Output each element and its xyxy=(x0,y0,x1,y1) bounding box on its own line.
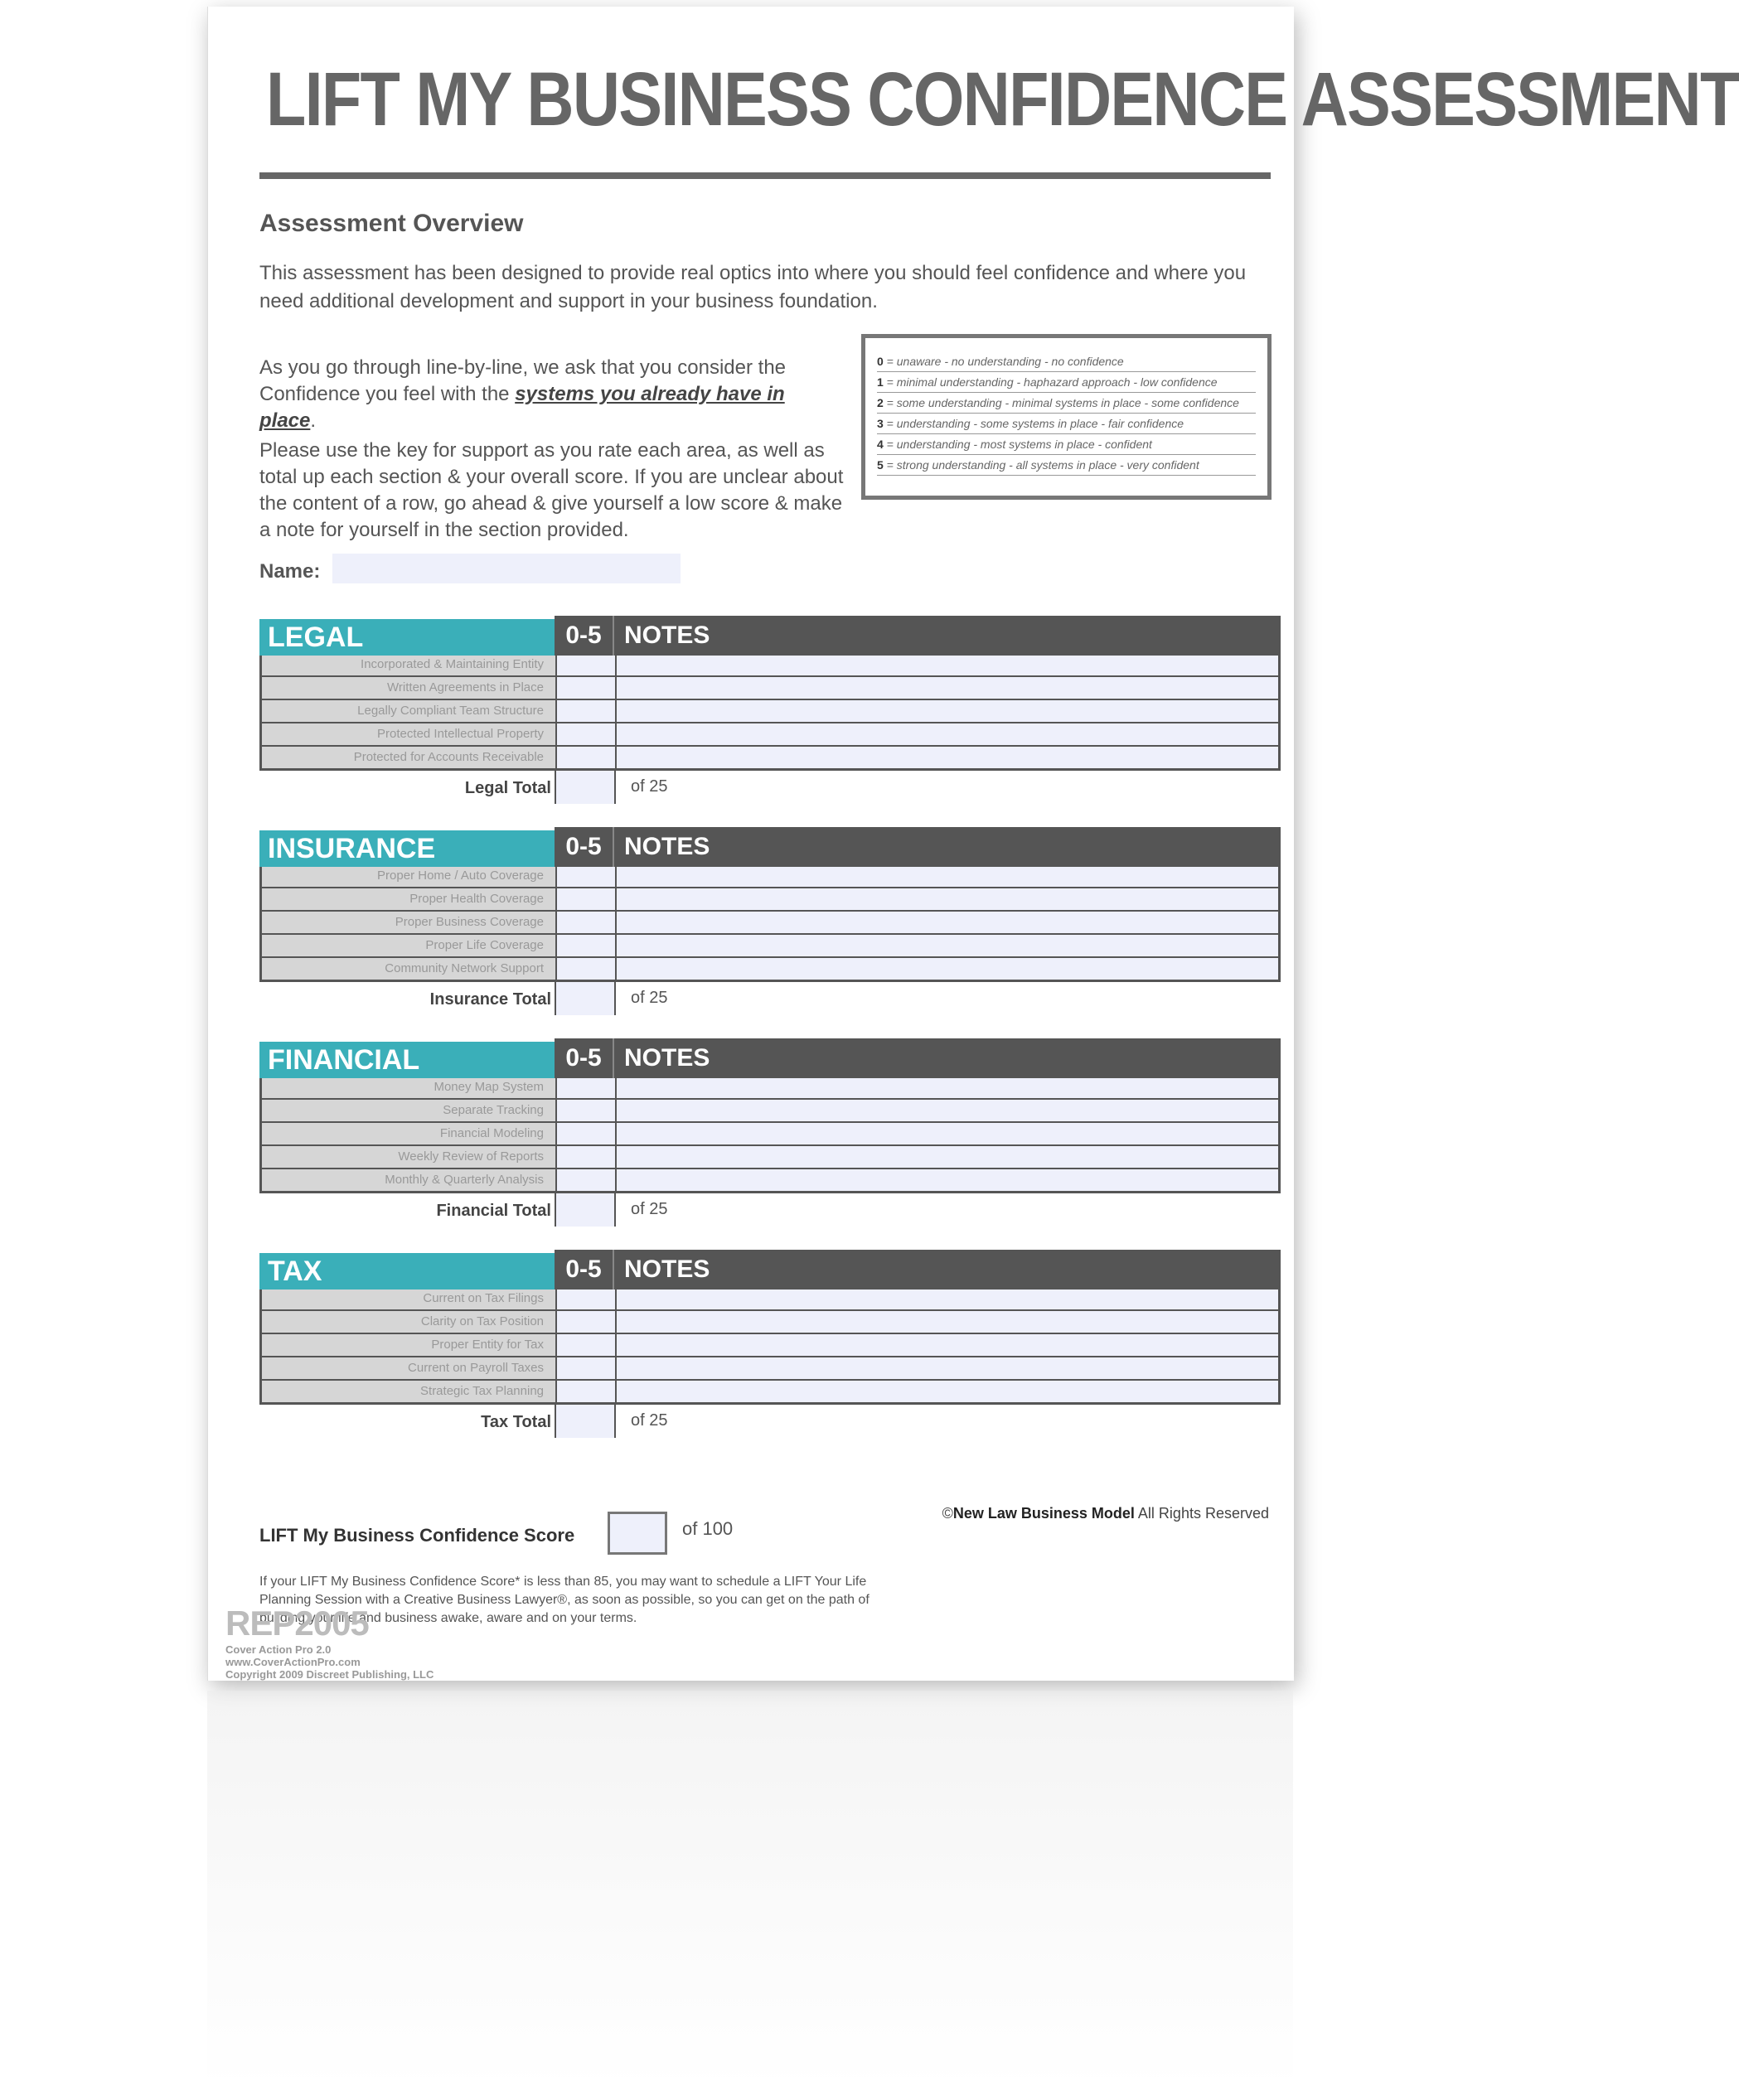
score-input[interactable] xyxy=(557,677,617,699)
table-row xyxy=(262,1379,1278,1402)
row-label: Monthly & Quarterly Analysis xyxy=(262,1169,557,1191)
row-label: Proper Life Coverage xyxy=(262,935,557,956)
total-input[interactable] xyxy=(555,1405,616,1438)
notes-input[interactable] xyxy=(617,1100,1278,1121)
section-total xyxy=(259,982,1281,1019)
section-financial xyxy=(259,1038,1281,1230)
key-text: = unaware - no understanding - no confidence xyxy=(883,355,1124,368)
total-max: of 25 xyxy=(631,989,668,1007)
notes-input[interactable] xyxy=(617,700,1278,722)
total-max: of 25 xyxy=(631,777,668,796)
row-label: Current on Payroll Taxes xyxy=(262,1357,557,1379)
total-label: Insurance Total xyxy=(429,990,551,1009)
notes-column-header: NOTES xyxy=(624,1256,710,1283)
score-input[interactable] xyxy=(557,1146,617,1168)
notes-input[interactable] xyxy=(617,747,1278,768)
intro-text: This assessment has been designed to provide real optics into where you should feel confidence and where you need additional development and support in your business foundation. xyxy=(259,262,1247,312)
key-row xyxy=(877,393,1256,414)
table-row xyxy=(262,864,1278,887)
row-label: Weekly Review of Reports xyxy=(262,1146,557,1168)
table-row xyxy=(262,1144,1278,1168)
row-label: Written Agreements in Place xyxy=(262,677,557,699)
watermark-logo: REP2005 xyxy=(225,1604,369,1643)
watermark-line: Cover Action Pro 2.0 xyxy=(225,1643,332,1656)
row-label: Separate Tracking xyxy=(262,1100,557,1121)
table-row xyxy=(262,1121,1278,1144)
notes-input[interactable] xyxy=(617,865,1278,887)
score-input[interactable] xyxy=(557,865,617,887)
copyright xyxy=(942,1505,1269,1522)
table-row xyxy=(262,1075,1278,1098)
key-row xyxy=(877,434,1256,455)
table-row xyxy=(262,956,1278,980)
section-rows xyxy=(259,652,1281,771)
score-input[interactable] xyxy=(557,912,617,933)
key-num: 4 xyxy=(877,438,884,451)
key-text: = understanding - some systems in place - fair confidence xyxy=(883,417,1184,430)
key-num: 1 xyxy=(877,375,884,389)
score-input[interactable] xyxy=(557,747,617,768)
section-header xyxy=(259,1038,1281,1075)
instructions-text xyxy=(259,355,840,434)
score-column-header: 0-5 xyxy=(555,1250,614,1290)
copyright-brand: New Law Business Model xyxy=(952,1505,1135,1522)
row-label: Proper Business Coverage xyxy=(262,912,557,933)
section-tax xyxy=(259,1250,1281,1441)
table-row xyxy=(262,1309,1278,1333)
total-label: Tax Total xyxy=(481,1413,551,1431)
table-row xyxy=(262,722,1278,745)
section-rows xyxy=(259,1075,1281,1193)
notes-input[interactable] xyxy=(617,935,1278,956)
key-row xyxy=(877,351,1256,372)
table-row xyxy=(262,745,1278,768)
notes-input[interactable] xyxy=(617,1123,1278,1144)
section-legal xyxy=(259,616,1281,807)
table-row xyxy=(262,933,1278,956)
total-input[interactable] xyxy=(555,1193,616,1227)
section-title: FINANCIAL xyxy=(259,1042,555,1078)
notes-input[interactable] xyxy=(617,1334,1278,1356)
watermark xyxy=(225,1604,434,1681)
row-label: Protected Intellectual Property xyxy=(262,723,557,745)
page-reflection xyxy=(207,1691,1293,2088)
notes-input[interactable] xyxy=(617,677,1278,699)
section-insurance xyxy=(259,827,1281,1019)
section-rows xyxy=(259,864,1281,982)
row-label: Community Network Support xyxy=(262,958,557,980)
instructions-end: . xyxy=(310,409,317,432)
notes-input[interactable] xyxy=(617,723,1278,745)
score-column-header: 0-5 xyxy=(555,616,614,656)
section-total xyxy=(259,1405,1281,1441)
table-row xyxy=(262,910,1278,933)
section-title: TAX xyxy=(259,1253,555,1290)
overall-score-label: LIFT My Business Confidence Score xyxy=(259,1525,575,1546)
row-label: Protected for Accounts Receivable xyxy=(262,747,557,768)
section-rows xyxy=(259,1286,1281,1405)
notes-column-header: NOTES xyxy=(624,622,710,649)
score-input[interactable] xyxy=(557,1169,617,1191)
total-input[interactable] xyxy=(555,771,616,804)
row-label: Financial Modeling xyxy=(262,1123,557,1144)
row-label: Strategic Tax Planning xyxy=(262,1381,557,1402)
row-label: Proper Health Coverage xyxy=(262,888,557,910)
section-header xyxy=(259,616,1281,652)
overview-heading: Assessment Overview xyxy=(259,210,524,237)
table-row xyxy=(262,675,1278,699)
table-row xyxy=(262,887,1278,910)
total-input[interactable] xyxy=(555,982,616,1015)
score-input[interactable] xyxy=(557,723,617,745)
key-text: = understanding - most systems in place - confident xyxy=(883,438,1152,451)
key-row xyxy=(877,455,1256,476)
row-label: Money Map System xyxy=(262,1077,557,1098)
score-column-header: 0-5 xyxy=(555,827,614,867)
row-label: Incorporated & Maintaining Entity xyxy=(262,654,557,675)
overall-score-input[interactable] xyxy=(608,1512,667,1555)
score-input[interactable] xyxy=(557,1123,617,1144)
score-input[interactable] xyxy=(557,958,617,980)
total-max: of 25 xyxy=(631,1411,668,1430)
total-max: of 25 xyxy=(631,1200,668,1218)
rating-key xyxy=(861,334,1272,500)
notes-input[interactable] xyxy=(617,912,1278,933)
score-column-header: 0-5 xyxy=(555,1038,614,1078)
table-row xyxy=(262,1286,1278,1309)
notes-column-header: NOTES xyxy=(624,833,710,860)
key-text: = minimal understanding - haphazard approach - low confidence xyxy=(883,375,1218,389)
page-title: LIFT MY BUSINESS CONFIDENCE ASSESSMENT xyxy=(266,57,1739,142)
row-label: Legally Compliant Team Structure xyxy=(262,700,557,722)
key-num: 3 xyxy=(877,417,884,430)
key-num: 0 xyxy=(877,355,884,368)
copyright-rest: All Rights Reserved xyxy=(1134,1505,1269,1522)
copyright-icon: © xyxy=(942,1505,953,1522)
watermark-line: www.CoverActionPro.com xyxy=(225,1656,361,1668)
section-total xyxy=(259,771,1281,807)
key-text: = strong understanding - all systems in place - very confident xyxy=(883,458,1199,472)
section-header-bar xyxy=(555,616,1281,656)
score-input[interactable] xyxy=(557,1311,617,1333)
score-input[interactable] xyxy=(557,1334,617,1356)
score-input[interactable] xyxy=(557,1077,617,1098)
notes-input[interactable] xyxy=(617,1381,1278,1402)
key-num: 5 xyxy=(877,458,884,472)
row-label: Current on Tax Filings xyxy=(262,1288,557,1309)
notes-input[interactable] xyxy=(617,1146,1278,1168)
key-instructions-text: Please use the key for support as you rate each area, as well as total up each section & your overall score. If you are unclear about the content of a row, go ahead & give yourself a low score & make a note for yourself in the section provided. xyxy=(259,439,844,541)
section-header-bar xyxy=(555,827,1281,867)
notes-input[interactable] xyxy=(617,1311,1278,1333)
notes-input[interactable] xyxy=(617,958,1278,980)
instructions-lead: As you go through line-by-line, we ask that you consider the Confidence you feel with the xyxy=(259,356,787,405)
table-row xyxy=(262,1333,1278,1356)
notes-input[interactable] xyxy=(617,654,1278,675)
name-label: Name: xyxy=(259,560,321,583)
row-label: Clarity on Tax Position xyxy=(262,1311,557,1333)
notes-column-header: NOTES xyxy=(624,1044,710,1072)
overall-score-max: of 100 xyxy=(682,1518,734,1539)
total-label: Legal Total xyxy=(464,779,551,797)
key-num: 2 xyxy=(877,396,884,409)
notes-input[interactable] xyxy=(617,1288,1278,1309)
table-row xyxy=(262,1168,1278,1191)
section-title: INSURANCE xyxy=(259,830,555,867)
score-input[interactable] xyxy=(557,1288,617,1309)
section-header-bar xyxy=(555,1250,1281,1290)
watermark-line: Copyright 2009 Discreet Publishing, LLC xyxy=(225,1668,434,1681)
score-input[interactable] xyxy=(557,1100,617,1121)
title-divider xyxy=(259,172,1271,179)
key-text: = some understanding - minimal systems in place - some confidence xyxy=(883,396,1239,409)
instructions-emphasis: systems you already have in place xyxy=(259,383,785,432)
notes-input[interactable] xyxy=(617,1077,1278,1098)
section-header xyxy=(259,827,1281,864)
table-row xyxy=(262,699,1278,722)
score-input[interactable] xyxy=(557,700,617,722)
key-row xyxy=(877,414,1256,434)
key-row xyxy=(877,372,1256,393)
score-input[interactable] xyxy=(557,1357,617,1379)
section-title: LEGAL xyxy=(259,619,555,656)
name-input[interactable] xyxy=(332,554,681,583)
total-label: Financial Total xyxy=(436,1202,551,1220)
score-input[interactable] xyxy=(557,888,617,910)
score-input[interactable] xyxy=(557,935,617,956)
footnote: If your LIFT My Business Confidence Score* is less than 85, you may want to schedule a LIFT Your Life Planning Session with a Creative Business Lawyer®, as soon as possible, so you can get on the path of building your life and business awake, aware and on your terms. xyxy=(259,1575,870,1625)
section-header xyxy=(259,1250,1281,1286)
notes-input[interactable] xyxy=(617,888,1278,910)
notes-input[interactable] xyxy=(617,1169,1278,1191)
table-row xyxy=(262,652,1278,675)
table-row xyxy=(262,1356,1278,1379)
row-label: Proper Entity for Tax xyxy=(262,1334,557,1356)
section-total xyxy=(259,1193,1281,1230)
section-header-bar xyxy=(555,1038,1281,1078)
score-input[interactable] xyxy=(557,1381,617,1402)
notes-input[interactable] xyxy=(617,1357,1278,1379)
table-row xyxy=(262,1098,1278,1121)
row-label: Proper Home / Auto Coverage xyxy=(262,865,557,887)
score-input[interactable] xyxy=(557,654,617,675)
assessment-sheet xyxy=(207,7,1739,1681)
